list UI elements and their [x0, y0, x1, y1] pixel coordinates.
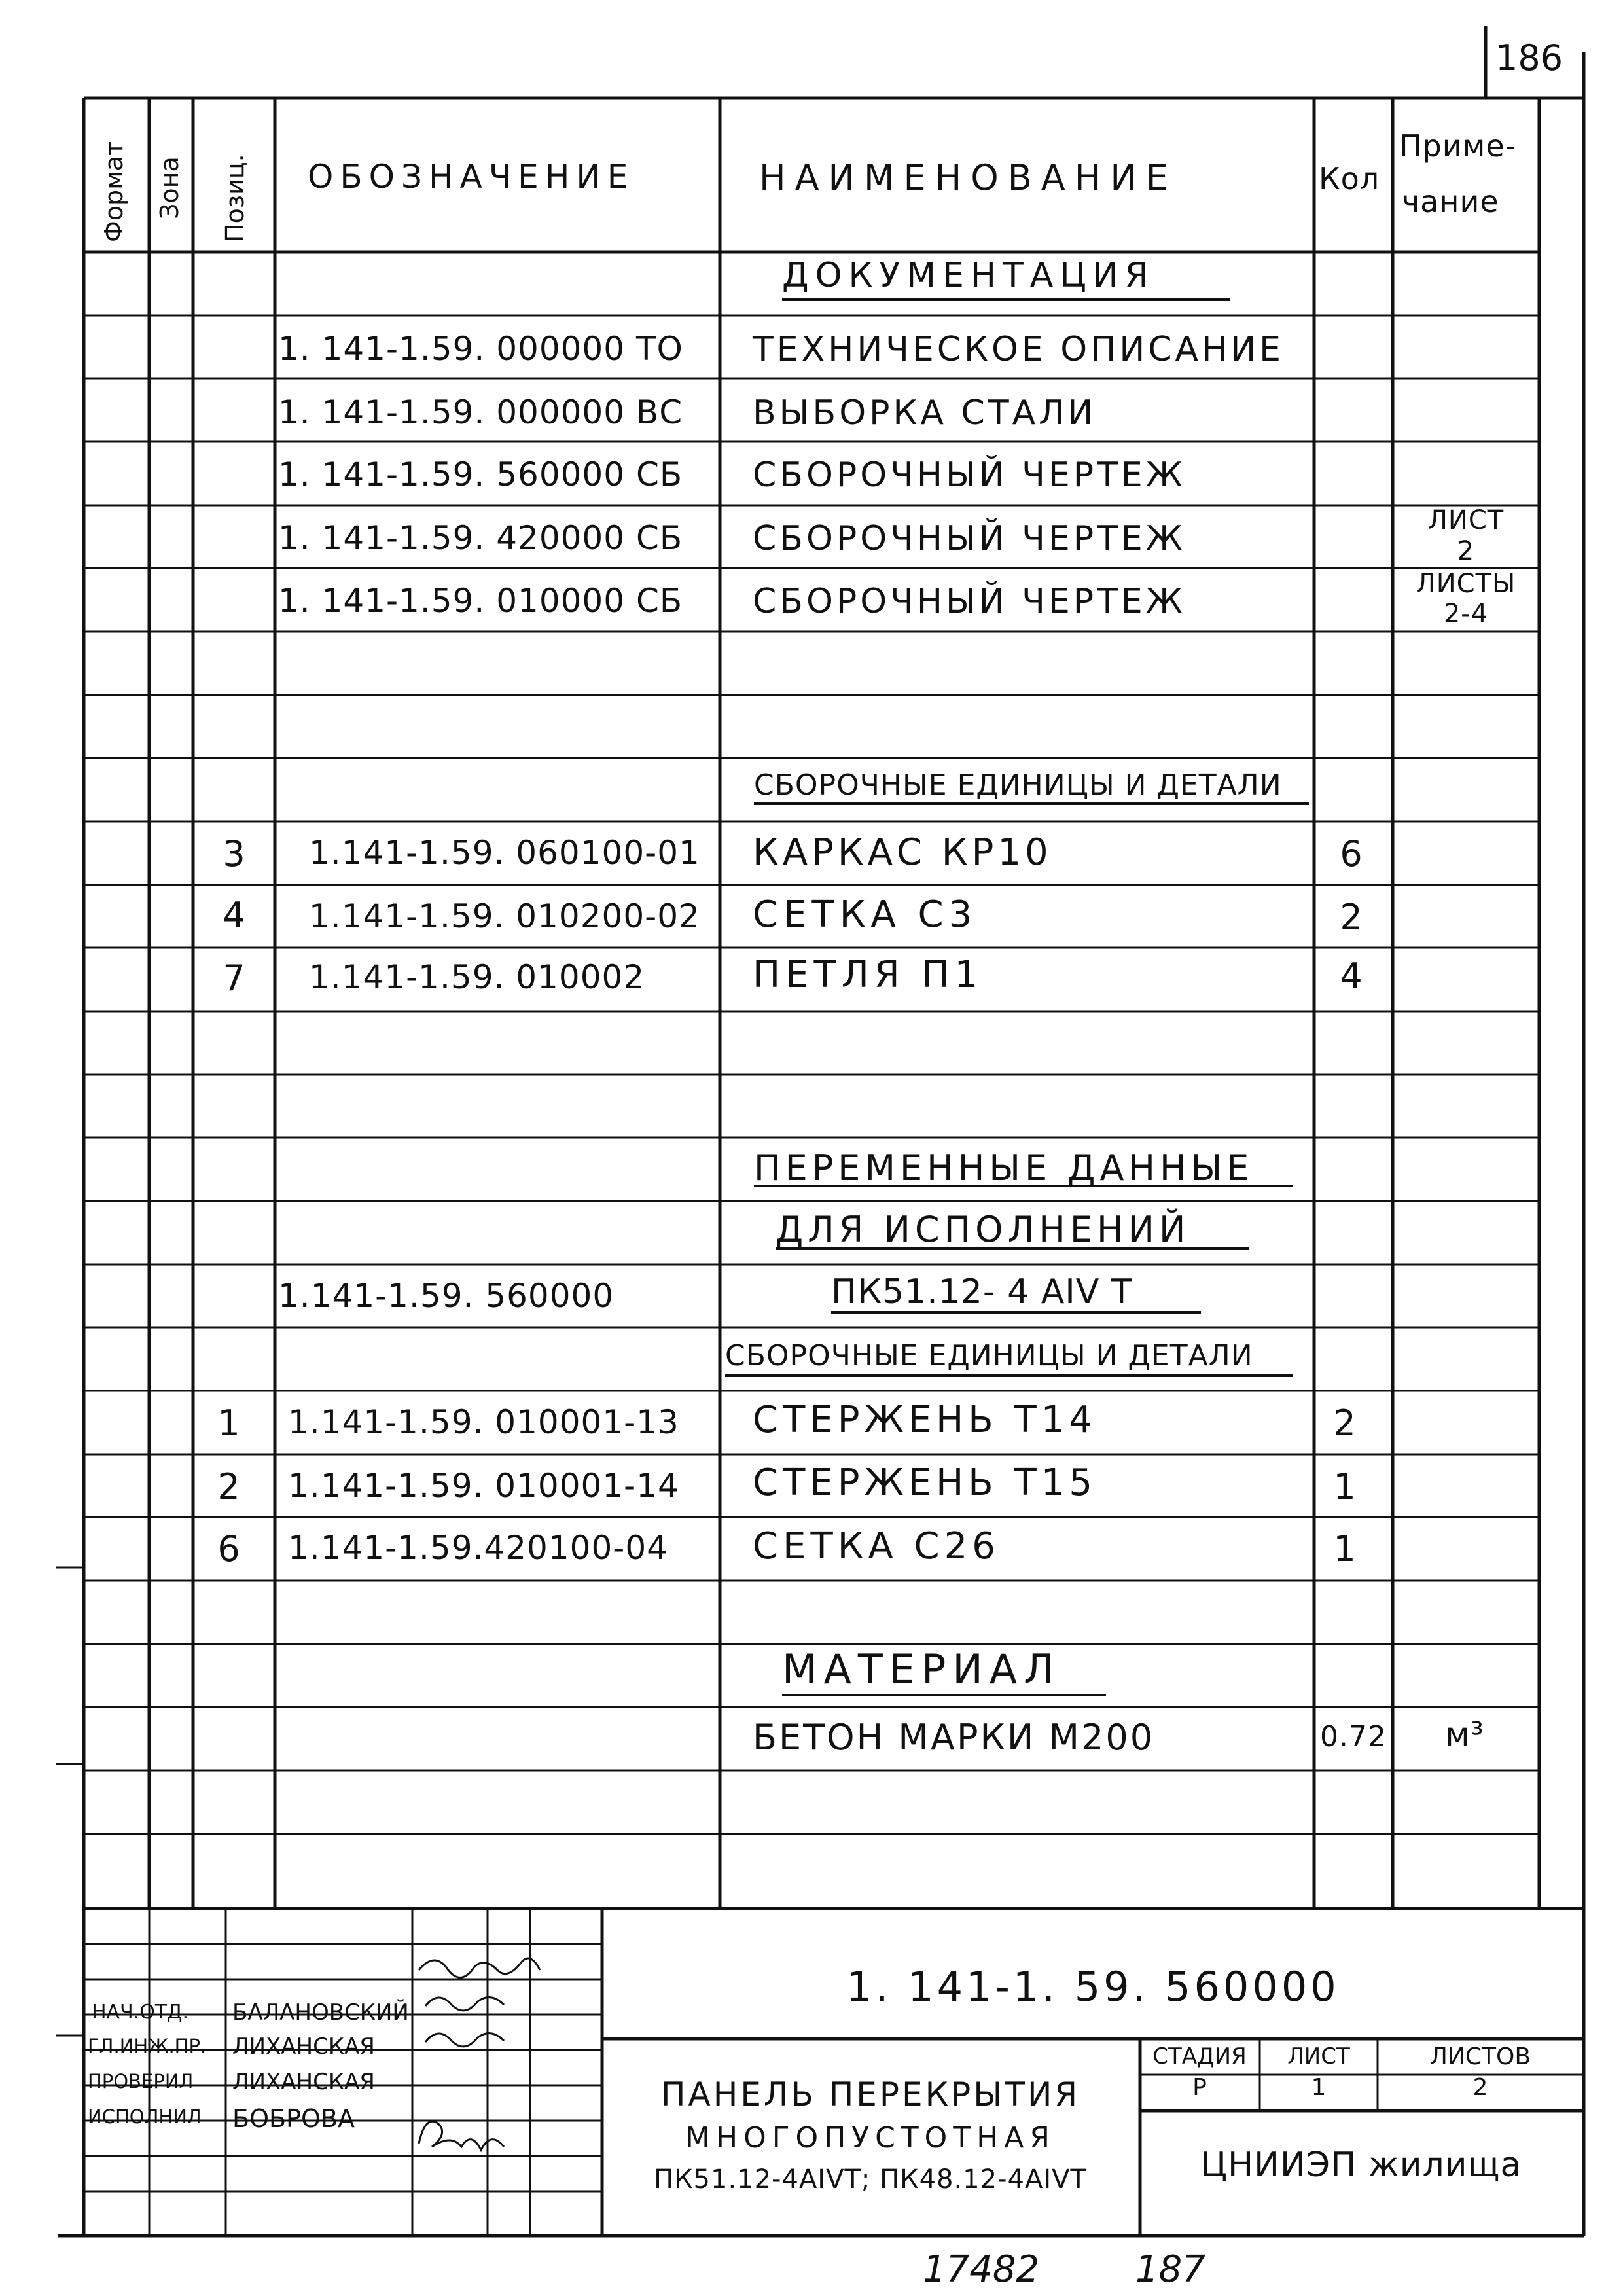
row20-designation: 1.141-1.59. 010001-14: [288, 1467, 679, 1505]
role-1: НАЧ.ОТД.: [92, 2001, 189, 2024]
row4-name: СБОРОЧНЫЙ ЧЕРТЕЖ: [753, 456, 1186, 495]
row17-designation: 1.141-1.59. 560000: [278, 1277, 615, 1315]
sheets-value: 2: [1472, 2074, 1488, 2101]
row10-name: КАРКАС КР10: [753, 831, 1052, 874]
row5-note-1: ЛИСТ: [1427, 505, 1505, 535]
header-format: Формат: [99, 141, 128, 242]
header-qty: Кол: [1319, 161, 1380, 196]
row12-pos: 7: [223, 958, 246, 999]
header-note-2: чание: [1402, 184, 1499, 219]
row12-designation: 1.141-1.59. 010002: [309, 958, 645, 996]
row11-qty: 2: [1340, 897, 1363, 938]
row2-designation: 1. 141-1.59. 000000 ТО: [278, 330, 683, 368]
row10-designation: 1.141-1.59. 060100-01: [309, 834, 700, 872]
sheet-value: 1: [1311, 2074, 1327, 2101]
person-4: БОБРОВА: [232, 2104, 355, 2133]
row3-name: ВЫБОРКА СТАЛИ: [753, 393, 1097, 433]
row5-note-2: 2: [1457, 536, 1475, 566]
row6-note-2: 2-4: [1443, 599, 1489, 629]
row4-designation: 1. 141-1.59. 560000 СБ: [278, 456, 683, 493]
header-note-1: Приме-: [1399, 128, 1517, 164]
title-line-1: ПАНЕЛЬ ПЕРЕКРЫТИЯ: [660, 2075, 1080, 2113]
sheet-label: ЛИСТ: [1287, 2043, 1350, 2070]
row20-qty: 1: [1333, 1466, 1357, 1507]
row20-name: СТЕРЖЕНЬ Т15: [753, 1462, 1097, 1504]
header-name: НАИМЕНОВАНИЕ: [759, 157, 1177, 198]
stage-value: Р: [1192, 2074, 1207, 2101]
row17-name: ПК51.12- 4 АIV Т: [831, 1272, 1133, 1312]
header-designation: ОБОЗНАЧЕНИЕ: [308, 158, 635, 196]
stage-label: СТАДИЯ: [1152, 2043, 1247, 2070]
person-1: БАЛАНОВСКИЙ: [232, 2000, 409, 2026]
row21-name: СЕТКА С26: [753, 1525, 1000, 1568]
row11-name: СЕТКА С3: [753, 893, 978, 936]
footer-right-number: 187: [1135, 2248, 1205, 2291]
footer-left-number: 17482: [923, 2248, 1040, 2291]
section-assembly-units-2: СБОРОЧНЫЕ ЕДИНИЦЫ И ДЕТАЛИ: [725, 1339, 1253, 1372]
row5-name: СБОРОЧНЫЙ ЧЕРТЕЖ: [753, 519, 1186, 558]
doc-number: 1. 141-1. 59. 560000: [846, 1963, 1340, 2011]
row24-qty: 0.72: [1320, 1720, 1387, 1753]
organization: ЦНИИЭП жилища: [1200, 2145, 1522, 2185]
role-2: ГЛ.ИНЖ.ПР.: [88, 2035, 207, 2057]
section-variable-data: ПЕРЕМЕННЫЕ ДАННЫЕ: [754, 1147, 1254, 1189]
row3-designation: 1. 141-1.59. 000000 ВС: [278, 393, 683, 431]
row6-designation: 1. 141-1.59. 010000 СБ: [278, 582, 683, 620]
section-assembly-units: СБОРОЧНЫЕ ЕДИНИЦЫ И ДЕТАЛИ: [754, 768, 1282, 802]
section-for-variants: ДЛЯ ИСПОЛНЕНИЙ: [776, 1209, 1190, 1250]
row12-qty: 4: [1340, 956, 1363, 997]
section-documentation: ДОКУМЕНТАЦИЯ: [782, 256, 1155, 295]
row19-name: СТЕРЖЕНЬ Т14: [753, 1399, 1097, 1441]
person-3: ЛИХАНСКАЯ: [232, 2069, 375, 2095]
row24-note: м³: [1445, 1715, 1484, 1753]
row21-pos: 6: [217, 1528, 241, 1570]
title-line-2: МНОГОПУСТОТНАЯ: [685, 2121, 1056, 2155]
row19-pos: 1: [217, 1403, 241, 1444]
header-zone: Зона: [155, 156, 184, 219]
section-material: МАТЕРИАЛ: [782, 1645, 1061, 1693]
row6-note-1: ЛИСТЫ: [1416, 569, 1516, 599]
row12-name: ПЕТЛЯ П1: [753, 954, 984, 996]
role-4: ИСПОЛНИЛ: [88, 2106, 202, 2128]
row21-designation: 1.141-1.59.420100-04: [288, 1529, 668, 1567]
row19-qty: 2: [1333, 1403, 1357, 1444]
row6-name: СБОРОЧНЫЙ ЧЕРТЕЖ: [753, 582, 1186, 621]
row10-pos: 3: [223, 833, 246, 874]
row5-designation: 1. 141-1.59. 420000 СБ: [278, 519, 683, 557]
page-number: 186: [1495, 37, 1563, 79]
person-2: ЛИХАНСКАЯ: [232, 2034, 375, 2060]
row19-designation: 1.141-1.59. 010001-13: [288, 1403, 679, 1441]
row11-designation: 1.141-1.59. 010200-02: [309, 897, 700, 935]
title-line-3: ПК51.12-4АIVТ; ПК48.12-4АIVТ: [654, 2164, 1087, 2195]
row10-qty: 6: [1340, 833, 1363, 874]
row11-pos: 4: [223, 895, 246, 936]
sheets-label: ЛИСТОВ: [1429, 2043, 1531, 2070]
header-pos: Позиц.: [221, 154, 249, 242]
row2-name: ТЕХНИЧЕСКОЕ ОПИСАНИЕ: [753, 330, 1284, 369]
row20-pos: 2: [217, 1466, 241, 1507]
row21-qty: 1: [1333, 1528, 1357, 1570]
row24-name: БЕТОН МАРКИ М200: [753, 1717, 1155, 1758]
role-3: ПРОВЕРИЛ: [88, 2070, 194, 2092]
